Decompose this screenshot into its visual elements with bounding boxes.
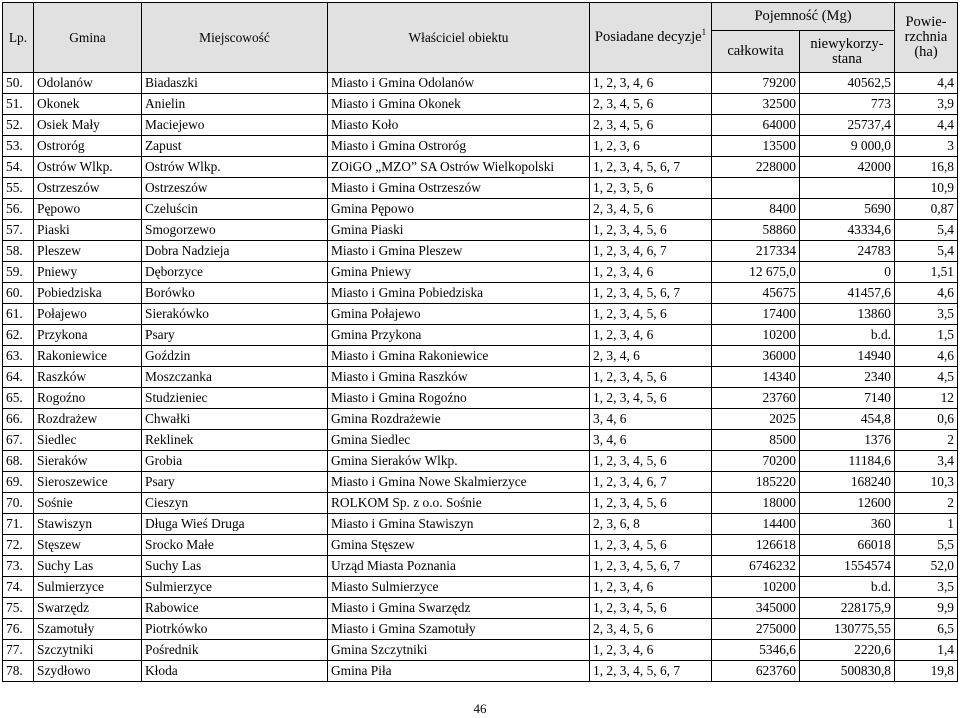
cell-gmina: Sulmierzyce [34, 577, 142, 598]
table-row [3, 577, 958, 598]
cell-lp: 59. [3, 262, 34, 283]
cell-powierzchnia: 10,9 [895, 178, 958, 199]
cell-calkowita: 79200 [712, 73, 800, 94]
cell-lp: 72. [3, 535, 34, 556]
table-row [3, 640, 958, 661]
cell-niewykorzystana: b.d. [800, 325, 895, 346]
cell-calkowita: 58860 [712, 220, 800, 241]
cell-lp: 57. [3, 220, 34, 241]
cell-powierzchnia: 3,4 [895, 451, 958, 472]
cell-decyzje: 1, 2, 3, 4, 5, 6, 7 [590, 661, 712, 682]
table-row [3, 346, 958, 367]
cell-powierzchnia: 3 [895, 136, 958, 157]
cell-wlasciciel: Urząd Miasta Poznania [328, 556, 590, 577]
cell-lp: 71. [3, 514, 34, 535]
cell-calkowita: 217334 [712, 241, 800, 262]
cell-lp: 77. [3, 640, 34, 661]
cell-gmina: Swarzędz [34, 598, 142, 619]
cell-niewykorzystana: 168240 [800, 472, 895, 493]
cell-gmina: Przykona [34, 325, 142, 346]
cell-lp: 56. [3, 199, 34, 220]
cell-powierzchnia: 3,5 [895, 577, 958, 598]
cell-wlasciciel: Miasto i Gmina Odolanów [328, 73, 590, 94]
cell-powierzchnia: 5,4 [895, 220, 958, 241]
cell-wlasciciel: Gmina Rozdrażewie [328, 409, 590, 430]
cell-miejscowosc: Ostrów Wlkp. [142, 157, 328, 178]
cell-wlasciciel: Gmina Pępowo [328, 199, 590, 220]
header-decyzje-label: Posiadane decyzje [594, 29, 702, 45]
cell-miejscowosc: Piotrkówko [142, 619, 328, 640]
cell-lp: 64. [3, 367, 34, 388]
table-row [3, 619, 958, 640]
cell-decyzje: 1, 2, 3, 4, 5, 6, 7 [590, 283, 712, 304]
cell-lp: 76. [3, 619, 34, 640]
cell-niewykorzystana: 454,8 [800, 409, 895, 430]
cell-lp: 58. [3, 241, 34, 262]
cell-gmina: Ostrów Wlkp. [34, 157, 142, 178]
cell-miejscowosc: Borówko [142, 283, 328, 304]
cell-wlasciciel: Gmina Pniewy [328, 262, 590, 283]
cell-lp: 52. [3, 115, 34, 136]
cell-lp: 74. [3, 577, 34, 598]
cell-wlasciciel: Miasto i Gmina Ostrzeszów [328, 178, 590, 199]
cell-miejscowosc: Suchy Las [142, 556, 328, 577]
cell-powierzchnia: 9,9 [895, 598, 958, 619]
cell-decyzje: 2, 3, 4, 5, 6 [590, 94, 712, 115]
cell-wlasciciel: Gmina Sieraków Wlkp. [328, 451, 590, 472]
cell-decyzje: 1, 2, 3, 4, 5, 6 [590, 493, 712, 514]
cell-lp: 53. [3, 136, 34, 157]
cell-powierzchnia: 1,4 [895, 640, 958, 661]
cell-gmina: Suchy Las [34, 556, 142, 577]
cell-calkowita: 623760 [712, 661, 800, 682]
cell-powierzchnia: 4,4 [895, 115, 958, 136]
cell-calkowita: 32500 [712, 94, 800, 115]
cell-decyzje: 1, 2, 3, 4, 5, 6 [590, 598, 712, 619]
table-row [3, 535, 958, 556]
cell-lp: 65. [3, 388, 34, 409]
table-row [3, 283, 958, 304]
cell-miejscowosc: Psary [142, 325, 328, 346]
cell-wlasciciel: Miasto i Gmina Pleszew [328, 241, 590, 262]
cell-powierzchnia: 16,8 [895, 157, 958, 178]
cell-gmina: Sieroszewice [34, 472, 142, 493]
cell-niewykorzystana: 1376 [800, 430, 895, 451]
cell-niewykorzystana: 228175,9 [800, 598, 895, 619]
cell-miejscowosc: Sulmierzyce [142, 577, 328, 598]
cell-calkowita: 8500 [712, 430, 800, 451]
cell-decyzje: 2, 3, 4, 5, 6 [590, 199, 712, 220]
cell-gmina: Rakoniewice [34, 346, 142, 367]
cell-gmina: Szczytniki [34, 640, 142, 661]
cell-gmina: Stawiszyn [34, 514, 142, 535]
cell-decyzje: 1, 2, 3, 4, 6 [590, 325, 712, 346]
cell-calkowita: 2025 [712, 409, 800, 430]
page-number: 46 [473, 701, 487, 716]
cell-decyzje: 1, 2, 3, 4, 5, 6 [590, 451, 712, 472]
cell-wlasciciel: Gmina Piła [328, 661, 590, 682]
cell-gmina: Stęszew [34, 535, 142, 556]
header-decyzje [590, 3, 712, 73]
cell-decyzje: 1, 2, 3, 4, 5, 6 [590, 304, 712, 325]
cell-niewykorzystana: 130775,55 [800, 619, 895, 640]
cell-decyzje: 1, 2, 3, 4, 6 [590, 73, 712, 94]
header-wlasciciel: Właściciel obiektu [328, 3, 590, 73]
cell-lp: 68. [3, 451, 34, 472]
cell-miejscowosc: Moszczanka [142, 367, 328, 388]
cell-miejscowosc: Długa Wieś Druga [142, 514, 328, 535]
cell-powierzchnia: 2 [895, 430, 958, 451]
cell-miejscowosc: Dęborzyce [142, 262, 328, 283]
cell-niewykorzystana: 2340 [800, 367, 895, 388]
cell-gmina: Ostroróg [34, 136, 142, 157]
cell-gmina: Pobiedziska [34, 283, 142, 304]
cell-gmina: Raszków [34, 367, 142, 388]
cell-miejscowosc: Kłoda [142, 661, 328, 682]
cell-powierzchnia: 3,5 [895, 304, 958, 325]
table-row [3, 451, 958, 472]
header-powierzchnia: Powie- rzchnia (ha) [895, 3, 958, 73]
cell-wlasciciel: Miasto i Gmina Raszków [328, 367, 590, 388]
table-header [3, 3, 958, 73]
cell-niewykorzystana: 13860 [800, 304, 895, 325]
cell-niewykorzystana: 24783 [800, 241, 895, 262]
table-row [3, 136, 958, 157]
table-row [3, 472, 958, 493]
cell-calkowita: 6746232 [712, 556, 800, 577]
cell-powierzchnia: 2 [895, 493, 958, 514]
cell-gmina: Rozdrażew [34, 409, 142, 430]
cell-decyzje: 3, 4, 6 [590, 409, 712, 430]
cell-miejscowosc: Goździn [142, 346, 328, 367]
cell-calkowita: 17400 [712, 304, 800, 325]
cell-lp: 50. [3, 73, 34, 94]
cell-gmina: Pleszew [34, 241, 142, 262]
landfill-registry-table [2, 2, 958, 682]
cell-lp: 62. [3, 325, 34, 346]
table-row [3, 304, 958, 325]
footnote-marker: 1 [701, 27, 707, 38]
cell-niewykorzystana: 2220,6 [800, 640, 895, 661]
table-row [3, 388, 958, 409]
cell-decyzje: 1, 2, 3, 4, 5, 6 [590, 367, 712, 388]
table-row [3, 367, 958, 388]
cell-lp: 67. [3, 430, 34, 451]
cell-niewykorzystana: 7140 [800, 388, 895, 409]
cell-miejscowosc: Pośrednik [142, 640, 328, 661]
table-row [3, 73, 958, 94]
header-gmina: Gmina [34, 3, 142, 73]
cell-powierzchnia: 4,5 [895, 367, 958, 388]
cell-decyzje: 1, 2, 3, 4, 6 [590, 577, 712, 598]
cell-powierzchnia: 10,3 [895, 472, 958, 493]
cell-calkowita: 5346,6 [712, 640, 800, 661]
cell-wlasciciel: Miasto i Gmina Swarzędz [328, 598, 590, 619]
cell-gmina: Osiek Mały [34, 115, 142, 136]
cell-miejscowosc: Biadaszki [142, 73, 328, 94]
cell-miejscowosc: Dobra Nadzieja [142, 241, 328, 262]
table-row [3, 262, 958, 283]
cell-calkowita: 64000 [712, 115, 800, 136]
cell-gmina: Rogoźno [34, 388, 142, 409]
cell-decyzje: 1, 2, 3, 4, 5, 6, 7 [590, 157, 712, 178]
cell-powierzchnia: 1 [895, 514, 958, 535]
cell-powierzchnia: 5,4 [895, 241, 958, 262]
header-niewykorzystana: niewykorzy- stana [800, 31, 895, 73]
cell-wlasciciel: Gmina Stęszew [328, 535, 590, 556]
cell-wlasciciel: Miasto Koło [328, 115, 590, 136]
cell-niewykorzystana: 14940 [800, 346, 895, 367]
header-miejscowosc: Miejscowość [142, 3, 328, 73]
cell-miejscowosc: Zapust [142, 136, 328, 157]
cell-calkowita: 8400 [712, 199, 800, 220]
cell-lp: 61. [3, 304, 34, 325]
cell-calkowita: 345000 [712, 598, 800, 619]
cell-powierzchnia: 6,5 [895, 619, 958, 640]
table-row [3, 556, 958, 577]
cell-niewykorzystana [800, 178, 895, 199]
cell-lp: 54. [3, 157, 34, 178]
cell-gmina: Sośnie [34, 493, 142, 514]
cell-powierzchnia: 1,51 [895, 262, 958, 283]
cell-miejscowosc: Maciejewo [142, 115, 328, 136]
cell-niewykorzystana: 40562,5 [800, 73, 895, 94]
cell-wlasciciel: ROLKOM Sp. z o.o. Sośnie [328, 493, 590, 514]
cell-lp: 63. [3, 346, 34, 367]
cell-wlasciciel: Gmina Połajewo [328, 304, 590, 325]
cell-calkowita: 14400 [712, 514, 800, 535]
cell-decyzje: 1, 2, 3, 4, 6, 7 [590, 472, 712, 493]
header-lp: Lp. [3, 3, 34, 73]
cell-miejscowosc: Grobia [142, 451, 328, 472]
cell-decyzje: 2, 3, 4, 5, 6 [590, 115, 712, 136]
table-row [3, 409, 958, 430]
cell-niewykorzystana: 41457,6 [800, 283, 895, 304]
cell-niewykorzystana: 1554574 [800, 556, 895, 577]
cell-decyzje: 1, 2, 3, 5, 6 [590, 178, 712, 199]
table-row [3, 178, 958, 199]
table-row [3, 115, 958, 136]
cell-wlasciciel: Miasto i Gmina Rogoźno [328, 388, 590, 409]
table-row [3, 157, 958, 178]
cell-wlasciciel: Miasto i Gmina Okonek [328, 94, 590, 115]
cell-niewykorzystana: 773 [800, 94, 895, 115]
table-row [3, 598, 958, 619]
cell-calkowita: 23760 [712, 388, 800, 409]
cell-niewykorzystana: 12600 [800, 493, 895, 514]
cell-decyzje: 2, 3, 4, 6 [590, 346, 712, 367]
cell-calkowita: 10200 [712, 577, 800, 598]
cell-powierzchnia: 3,9 [895, 94, 958, 115]
cell-gmina: Pępowo [34, 199, 142, 220]
cell-miejscowosc: Anielin [142, 94, 328, 115]
table-row [3, 514, 958, 535]
cell-miejscowosc: Rabowice [142, 598, 328, 619]
cell-wlasciciel: Gmina Szczytniki [328, 640, 590, 661]
cell-decyzje: 1, 2, 3, 4, 5, 6, 7 [590, 556, 712, 577]
cell-calkowita: 45675 [712, 283, 800, 304]
cell-miejscowosc: Studzieniec [142, 388, 328, 409]
cell-lp: 70. [3, 493, 34, 514]
cell-lp: 55. [3, 178, 34, 199]
cell-gmina: Odolanów [34, 73, 142, 94]
cell-gmina: Pniewy [34, 262, 142, 283]
cell-powierzchnia: 4,6 [895, 346, 958, 367]
cell-calkowita: 13500 [712, 136, 800, 157]
cell-calkowita [712, 178, 800, 199]
cell-gmina: Ostrzeszów [34, 178, 142, 199]
cell-decyzje: 1, 2, 3, 4, 5, 6 [590, 535, 712, 556]
cell-wlasciciel: Gmina Piaski [328, 220, 590, 241]
table-row [3, 661, 958, 682]
cell-niewykorzystana: 0 [800, 262, 895, 283]
cell-miejscowosc: Smogorzewo [142, 220, 328, 241]
cell-powierzchnia: 12 [895, 388, 958, 409]
cell-lp: 51. [3, 94, 34, 115]
cell-lp: 66. [3, 409, 34, 430]
cell-wlasciciel: Miasto i Gmina Szamotuły [328, 619, 590, 640]
cell-calkowita: 70200 [712, 451, 800, 472]
cell-wlasciciel: ZOiGO „MZO” SA Ostrów Wielkopolski [328, 157, 590, 178]
cell-calkowita: 228000 [712, 157, 800, 178]
cell-miejscowosc: Cieszyn [142, 493, 328, 514]
cell-powierzchnia: 1,5 [895, 325, 958, 346]
cell-powierzchnia: 4,6 [895, 283, 958, 304]
cell-wlasciciel: Miasto i Gmina Nowe Skalmierzyce [328, 472, 590, 493]
cell-lp: 78. [3, 661, 34, 682]
table-row [3, 493, 958, 514]
cell-gmina: Szamotuły [34, 619, 142, 640]
cell-miejscowosc: Sierakówko [142, 304, 328, 325]
header-pojemnosc: Pojemność (Mg) [712, 3, 895, 31]
cell-decyzje: 2, 3, 4, 5, 6 [590, 619, 712, 640]
cell-powierzchnia: 19,8 [895, 661, 958, 682]
cell-decyzje: 1, 2, 3, 6 [590, 136, 712, 157]
cell-niewykorzystana: 25737,4 [800, 115, 895, 136]
cell-gmina: Szydłowo [34, 661, 142, 682]
table-body [3, 73, 958, 682]
cell-powierzchnia: 52,0 [895, 556, 958, 577]
cell-decyzje: 3, 4, 6 [590, 430, 712, 451]
cell-calkowita: 18000 [712, 493, 800, 514]
cell-powierzchnia: 0,87 [895, 199, 958, 220]
header-calkowita: całkowita [712, 31, 800, 73]
cell-gmina: Okonek [34, 94, 142, 115]
cell-niewykorzystana: 500830,8 [800, 661, 895, 682]
cell-niewykorzystana: 42000 [800, 157, 895, 178]
cell-powierzchnia: 5,5 [895, 535, 958, 556]
cell-calkowita: 14340 [712, 367, 800, 388]
cell-wlasciciel: Miasto Sulmierzyce [328, 577, 590, 598]
cell-decyzje: 1, 2, 3, 4, 5, 6 [590, 220, 712, 241]
table-row [3, 94, 958, 115]
cell-miejscowosc: Srocko Małe [142, 535, 328, 556]
cell-calkowita: 10200 [712, 325, 800, 346]
cell-calkowita: 12 675,0 [712, 262, 800, 283]
cell-miejscowosc: Czeluścin [142, 199, 328, 220]
cell-niewykorzystana: 66018 [800, 535, 895, 556]
cell-miejscowosc: Ostrzeszów [142, 178, 328, 199]
cell-miejscowosc: Chwałki [142, 409, 328, 430]
cell-powierzchnia: 4,4 [895, 73, 958, 94]
cell-miejscowosc: Psary [142, 472, 328, 493]
cell-decyzje: 1, 2, 3, 4, 6, 7 [590, 241, 712, 262]
cell-niewykorzystana: 11184,6 [800, 451, 895, 472]
cell-powierzchnia: 0,6 [895, 409, 958, 430]
cell-gmina: Połajewo [34, 304, 142, 325]
cell-gmina: Siedlec [34, 430, 142, 451]
table-row [3, 241, 958, 262]
cell-gmina: Piaski [34, 220, 142, 241]
cell-wlasciciel: Miasto i Gmina Pobiedziska [328, 283, 590, 304]
table-row [3, 199, 958, 220]
table-row [3, 325, 958, 346]
cell-calkowita: 126618 [712, 535, 800, 556]
cell-niewykorzystana: 43334,6 [800, 220, 895, 241]
cell-wlasciciel: Gmina Przykona [328, 325, 590, 346]
cell-decyzje: 2, 3, 6, 8 [590, 514, 712, 535]
cell-lp: 69. [3, 472, 34, 493]
cell-wlasciciel: Gmina Siedlec [328, 430, 590, 451]
cell-niewykorzystana: 9 000,0 [800, 136, 895, 157]
cell-decyzje: 1, 2, 3, 4, 6 [590, 640, 712, 661]
cell-wlasciciel: Miasto i Gmina Rakoniewice [328, 346, 590, 367]
cell-calkowita: 36000 [712, 346, 800, 367]
cell-wlasciciel: Miasto i Gmina Ostroróg [328, 136, 590, 157]
cell-lp: 73. [3, 556, 34, 577]
cell-decyzje: 1, 2, 3, 4, 6 [590, 262, 712, 283]
cell-lp: 75. [3, 598, 34, 619]
cell-wlasciciel: Miasto i Gmina Stawiszyn [328, 514, 590, 535]
cell-calkowita: 185220 [712, 472, 800, 493]
cell-calkowita: 275000 [712, 619, 800, 640]
cell-niewykorzystana: b.d. [800, 577, 895, 598]
cell-gmina: Sieraków [34, 451, 142, 472]
cell-miejscowosc: Reklinek [142, 430, 328, 451]
cell-lp: 60. [3, 283, 34, 304]
table-row [3, 220, 958, 241]
cell-decyzje: 1, 2, 3, 4, 5, 6 [590, 388, 712, 409]
cell-niewykorzystana: 360 [800, 514, 895, 535]
cell-niewykorzystana: 5690 [800, 199, 895, 220]
table-row [3, 430, 958, 451]
